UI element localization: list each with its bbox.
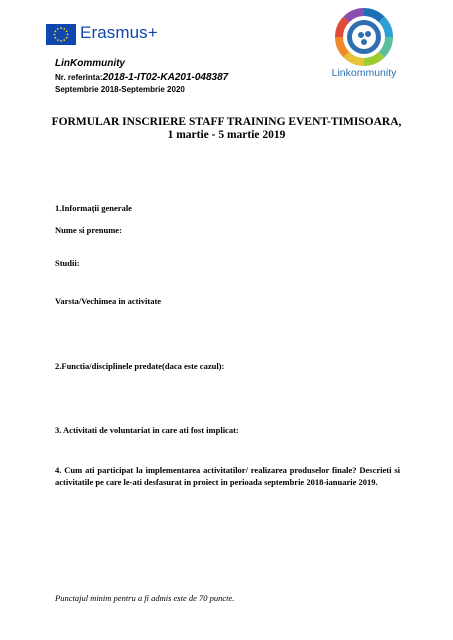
erasmus-plus-logo-text: Erasmus+: [80, 23, 158, 42]
reference-line: [55, 72, 228, 83]
project-period: Septembrie 2018-Septembrie 2020: [55, 85, 185, 94]
reference-label: Nr. referinta:: [55, 73, 103, 82]
form-dates: 1 martie - 5 martie 2019: [167, 129, 286, 141]
reference-code: 2018-1-IT02-KA201-048387: [102, 72, 229, 83]
field-age-seniority: Varsta/Vechimea in activitate: [55, 296, 162, 306]
section-function: 2.Functia/disciplinele predate(daca este cazul):: [55, 361, 225, 371]
section-participation: 4. Cum ati participat la implementarea activitatilor/ realizarea produselor finale? Descrieti si activitatile pe care le-ati desfasurat in proiect in perioada septembrie 2018-ianuarie 2019.: [55, 465, 400, 487]
field-name: Nume si prenume:: [55, 225, 122, 235]
linkommunity-gear-icon: [332, 6, 396, 68]
section-volunteering: 3. Activitati de voluntariat in care ati fost implicat:: [55, 425, 239, 435]
field-studies: Studii:: [55, 258, 80, 268]
footer-note: Punctajul minim pentru a fi admis este de 70 puncte.: [55, 593, 235, 603]
form-title: FORMULAR INSCRIERE STAFF TRAINING EVENT-TIMISOARA,: [51, 116, 402, 128]
organization-name: LinKommunity: [55, 58, 125, 69]
linkommunity-logo-text: Linkommunity: [331, 67, 397, 79]
section-general-info: 1.Informații generale: [55, 203, 132, 213]
eu-flag-icon: [46, 24, 76, 45]
